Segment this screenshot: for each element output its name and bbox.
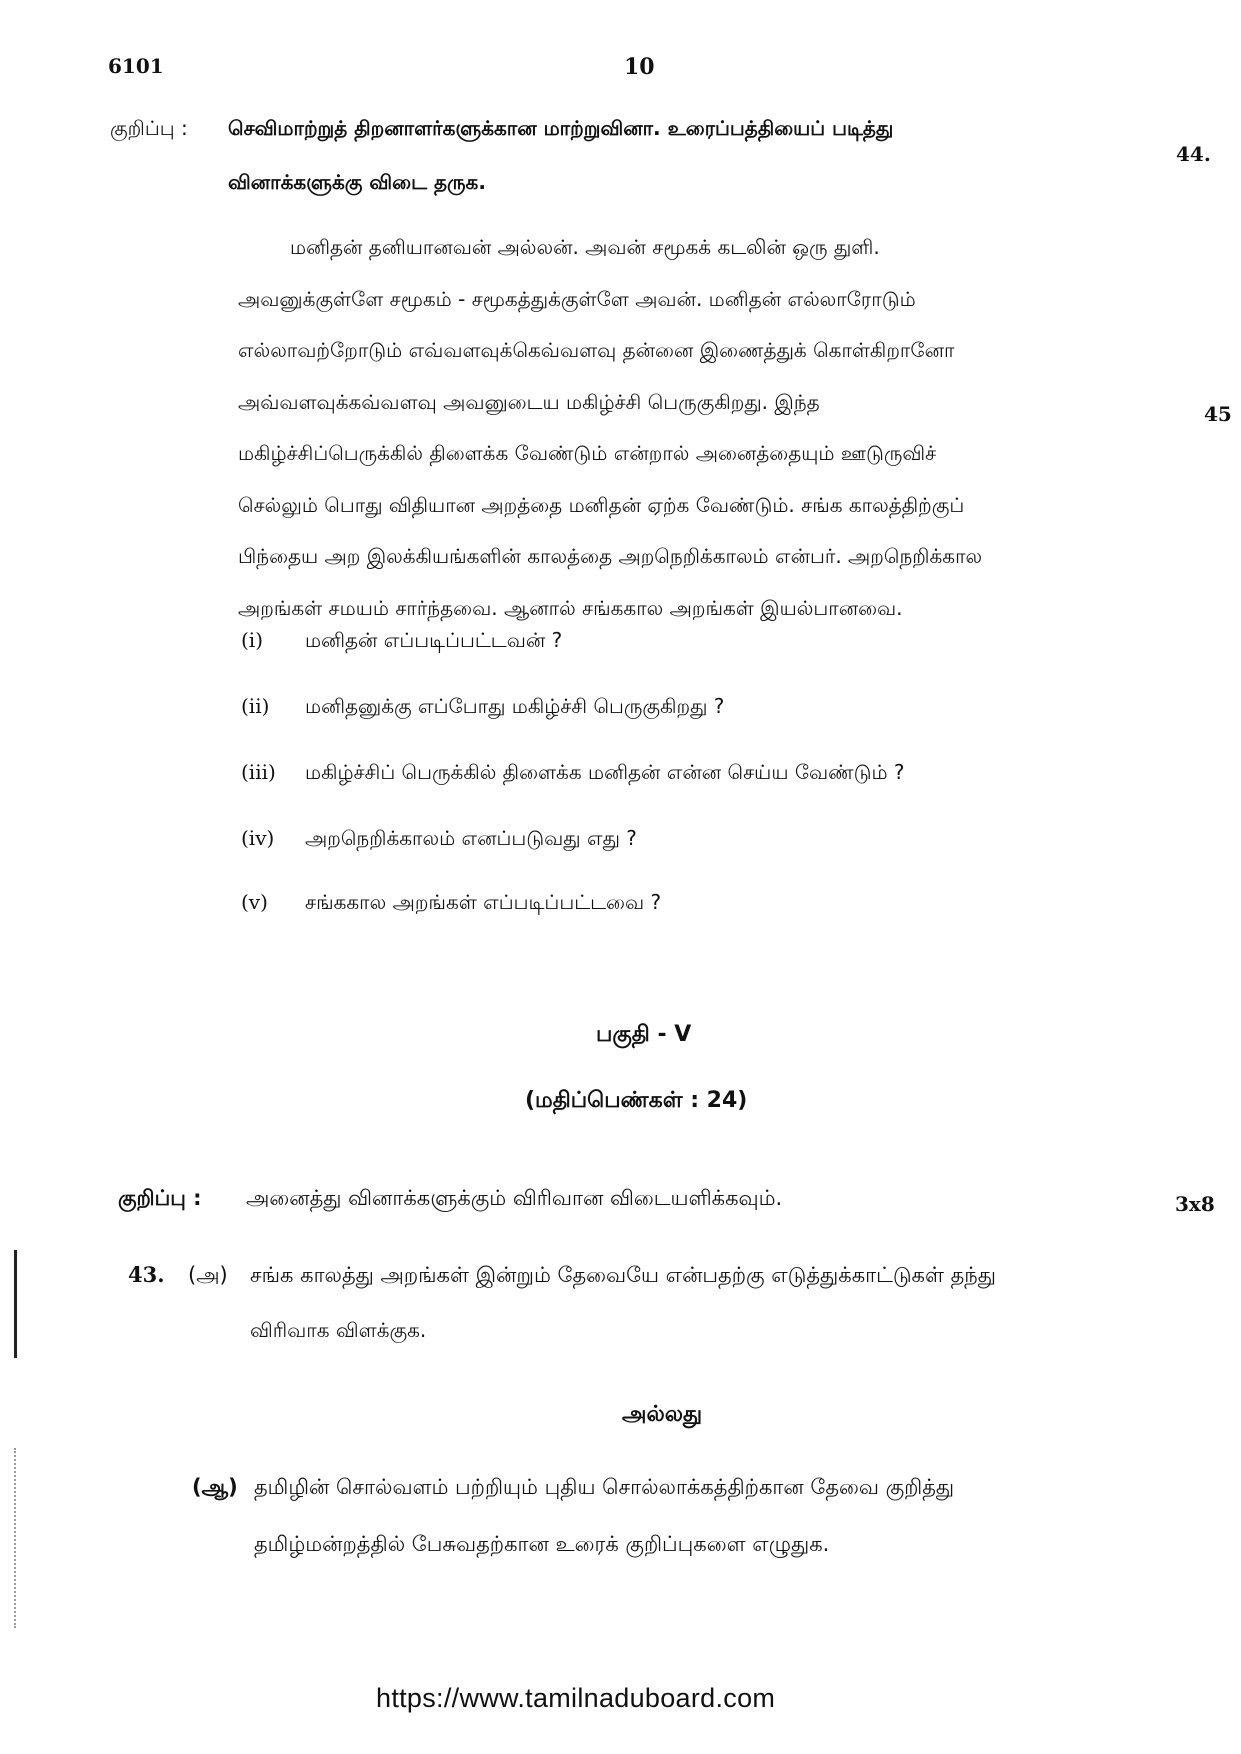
passage-line: மகிழ்ச்சிப்பெருக்கில் திளைக்க வேண்டும் என்றால் அனைத்தையும் ஊடுருவிச்	[238, 441, 937, 465]
question-number: (ii)	[241, 694, 270, 718]
note-text-line2: வினாக்களுக்கு விடை தருக.	[228, 170, 486, 194]
paper-code: 6101	[108, 54, 164, 78]
question-43a	[128, 1262, 996, 1290]
passage-line: பிந்தைய அற இலக்கியங்களின் காலத்தை அறநெறிக்காலம் என்பர். அறநெறிக்கால	[238, 544, 983, 568]
question-text-line1: சங்க காலத்து அறங்கள் இன்றும் தேவையே என்பதற்கு எடுத்துக்காட்டுகள் தந்து	[250, 1263, 996, 1287]
comprehension-passage	[238, 222, 1158, 634]
footer-url: https://www.tamilnaduboard.com	[376, 1683, 776, 1713]
passage-line: அவ்வளவுக்கவ்வளவு அவனுடைய மகிழ்ச்சி பெருகுகிறது. இந்த	[238, 389, 820, 414]
question-text: மகிழ்ச்சிப் பெருக்கில் திளைக்க மனிதன் என்ன செய்ய வேண்டும் ?	[305, 760, 905, 784]
passage-line: எல்லாவற்றோடும் எவ்வளவுக்கெவ்வளவு தன்னை இணைத்துக் கொள்கிறானோ	[238, 338, 955, 362]
note-text-line1: செவிமாற்றுத் திறனாளர்களுக்கான மாற்றுவினா. உரைப்பத்தியைப் படித்து	[228, 116, 894, 140]
scan-margin-mark	[14, 1250, 17, 1358]
question-text: அறநெறிக்காலம் எனப்படுவது எது ?	[305, 826, 637, 850]
question-item	[241, 694, 724, 721]
question-number: (i)	[241, 628, 264, 652]
marks-formula: 3x8	[1175, 1192, 1215, 1216]
option-label-aa: (ஆ)	[192, 1475, 238, 1499]
question-text: சங்ககால அறங்கள் எப்படிப்பட்டவை ?	[305, 890, 662, 914]
note-label: குறிப்பு :	[110, 116, 188, 140]
question-item	[241, 760, 905, 787]
question-text-line2: தமிழ்மன்றத்தில் பேசுவதற்கான உரைக் குறிப்புகளை எழுதுக.	[254, 1532, 830, 1556]
question-number: (iv)	[241, 826, 275, 850]
question-text: மனிதனுக்கு எப்போது மகிழ்ச்சி பெருகுகிறது ?	[305, 694, 725, 718]
question-number: (v)	[241, 890, 268, 914]
question-item	[241, 826, 637, 853]
passage-line: அறங்கள் சமயம் சார்ந்தவை. ஆனால் சங்ககால அறங்கள் இயல்பானவை.	[238, 595, 903, 620]
passage-line: அவனுக்குள்ளே சமூகம் - சமூகத்துக்குள்ளே அவன். மனிதன் எல்லாரோடும்	[238, 286, 916, 311]
question-item	[241, 628, 562, 655]
margin-number-45: 45	[1204, 402, 1232, 426]
note-label: குறிப்பு :	[118, 1186, 202, 1210]
scan-margin-dots	[14, 1448, 18, 1628]
question-text-line2: விரிவாக விளக்குக.	[250, 1318, 427, 1342]
question-number: 43.	[128, 1262, 165, 1287]
comprehension-note	[110, 116, 893, 143]
question-43b	[192, 1475, 954, 1502]
section-title: பகுதி - V	[596, 1022, 692, 1047]
passage-line: மனிதன் தனியானவன் அல்லன். அவன் சமூகக் கடலின் ஒரு துளி.	[290, 235, 880, 259]
section-marks: (மதிப்பெண்கள் : 24)	[525, 1088, 748, 1113]
or-separator: அல்லது	[622, 1402, 703, 1427]
margin-number-44: 44.	[1176, 142, 1211, 166]
page-number: 10	[624, 54, 655, 80]
question-text-line1: தமிழின் சொல்வளம் பற்றியும் புதிய சொல்லாக்கத்திற்கான தேவை குறித்து	[254, 1475, 955, 1499]
option-label-a: (அ)	[188, 1263, 228, 1287]
question-number: (iii)	[241, 760, 276, 784]
passage-line: செல்லும் பொது விதியான அறத்தை மனிதன் ஏற்க வேண்டும். சங்க காலத்திற்குப்	[238, 492, 965, 517]
note-text: அனைத்து வினாக்களுக்கும் விரிவான விடையளிக்கவும்.	[246, 1186, 783, 1210]
question-text: மனிதன் எப்படிப்பட்டவன் ?	[305, 628, 563, 652]
section-note	[118, 1186, 782, 1213]
question-item	[241, 890, 661, 917]
